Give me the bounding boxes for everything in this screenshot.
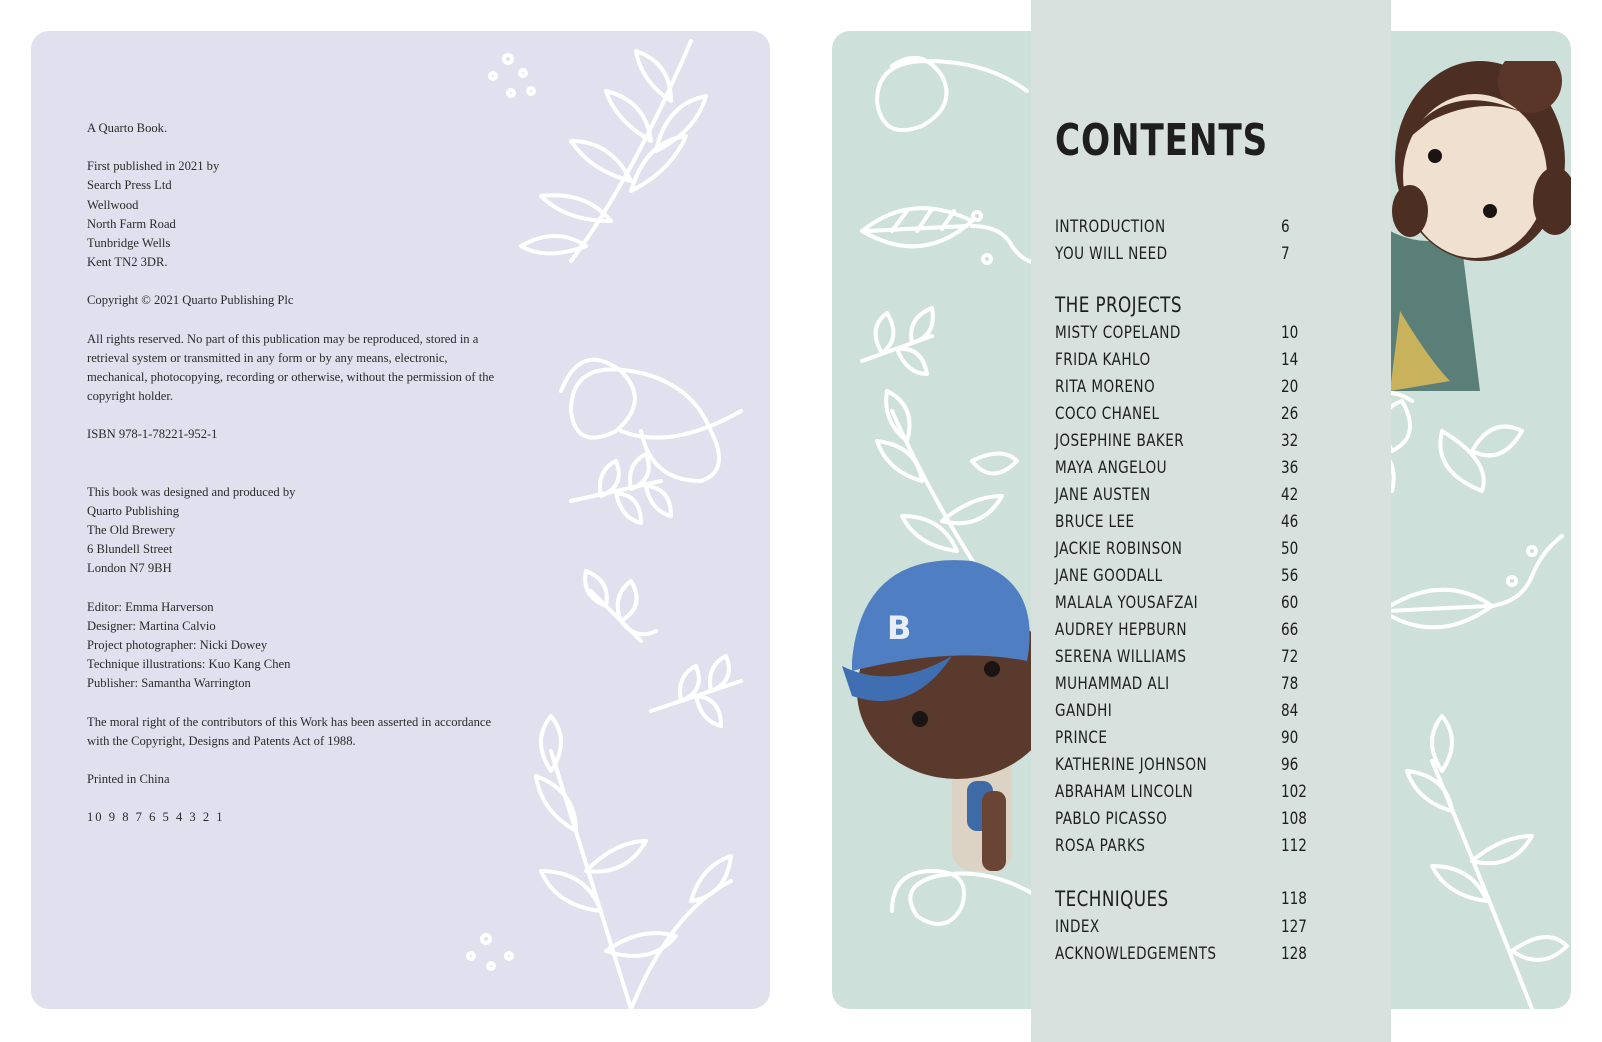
- toc-entry-page: 20: [1281, 377, 1299, 397]
- toc-entry-label: INTRODUCTION: [1055, 217, 1166, 237]
- toc-entry[interactable]: [1055, 671, 1335, 698]
- toc-entry[interactable]: [1055, 644, 1335, 671]
- toc-entry[interactable]: [1055, 455, 1335, 482]
- toc-entry-page: 127: [1281, 917, 1307, 937]
- toc-entry-page: 128: [1281, 944, 1307, 964]
- toc-entry-page: 112: [1281, 836, 1307, 856]
- toc-techniques[interactable]: [1055, 884, 1335, 914]
- toc-entry[interactable]: [1055, 590, 1335, 617]
- toc-projects-list: [1055, 320, 1335, 860]
- toc-entry-page: 50: [1281, 539, 1299, 559]
- toc-entry-label: INDEX: [1055, 917, 1100, 937]
- toc-entry[interactable]: [1055, 347, 1335, 374]
- toc-entry[interactable]: [1055, 833, 1335, 860]
- toc-entry[interactable]: [1055, 214, 1335, 241]
- toc-entry-page: 6: [1281, 217, 1290, 237]
- toc-entry-page: 36: [1281, 458, 1299, 478]
- imprint-page: [31, 31, 770, 1009]
- toc-entry-label: JOSEPHINE BAKER: [1055, 431, 1185, 451]
- toc-projects-heading-label: THE PROJECTS: [1055, 293, 1182, 317]
- toc-entry[interactable]: [1055, 941, 1335, 968]
- toc-entry-page: 32: [1281, 431, 1299, 451]
- toc-entry-page: 10: [1281, 323, 1299, 343]
- toc-entry-label: MALALA YOUSAFZAI: [1055, 593, 1199, 613]
- toc-entry-label: JANE AUSTEN: [1055, 485, 1151, 505]
- toc-entry[interactable]: [1055, 428, 1335, 455]
- toc-entry-page: 108: [1281, 809, 1307, 829]
- toc-entry-label: GANDHI: [1055, 701, 1113, 721]
- toc-entry-label: FRIDA KAHLO: [1055, 350, 1151, 370]
- toc-entry-page: 60: [1281, 593, 1299, 613]
- copyright-line: Copyright © 2021 Quarto Publishing Plc: [87, 293, 294, 308]
- print-run-line: 10 9 8 7 6 5 4 3 2 1: [87, 810, 225, 825]
- toc-entry-page: 56: [1281, 566, 1299, 586]
- toc-entry-label: MAYA ANGELOU: [1055, 458, 1168, 478]
- toc-entry[interactable]: [1055, 752, 1335, 779]
- toc-intro-section: [1055, 214, 1335, 268]
- table-of-contents: [1055, 112, 1335, 968]
- publisher-line: First published in 2021 by: [87, 159, 220, 174]
- toc-projects-heading: [1055, 290, 1335, 320]
- publisher-line: Tunbridge Wells: [87, 236, 171, 251]
- toc-entry[interactable]: [1055, 563, 1335, 590]
- publisher-line: North Farm Road: [87, 216, 176, 231]
- imprint-quarto-line: A Quarto Book.: [87, 121, 168, 135]
- publisher-line: Kent TN2 3DR.: [87, 255, 168, 270]
- toc-entry[interactable]: [1055, 320, 1335, 347]
- toc-entry[interactable]: [1055, 401, 1335, 428]
- toc-entry-label: PABLO PICASSO: [1055, 809, 1168, 829]
- printed-line: Printed in China: [87, 772, 170, 787]
- toc-entry-label: KATHERINE JOHNSON: [1055, 755, 1208, 775]
- toc-entry-label: MUHAMMAD ALI: [1055, 674, 1170, 694]
- toc-entry-label: ACKNOWLEDGEMENTS: [1055, 944, 1217, 964]
- credit-line: Project photographer: Nicki Dowey: [87, 638, 268, 653]
- svg-text:B: B: [887, 609, 912, 647]
- toc-entry-page: 78: [1281, 674, 1299, 694]
- toc-entry-page: 26: [1281, 404, 1299, 424]
- designed-line: The Old Brewery: [87, 523, 176, 538]
- toc-entry-label: COCO CHANEL: [1055, 404, 1160, 424]
- credit-line: Editor: Emma Harverson: [87, 599, 214, 614]
- toc-entry[interactable]: [1055, 482, 1335, 509]
- credit-line: Designer: Martina Calvio: [87, 618, 216, 633]
- toc-entry-label: YOU WILL NEED: [1055, 244, 1168, 264]
- toc-entry-label: BRUCE LEE: [1055, 512, 1135, 532]
- toc-entry-page: 90: [1281, 728, 1299, 748]
- toc-entry[interactable]: [1055, 698, 1335, 725]
- rights-paragraph: All rights reserved. No part of this publication may be reproduced, stored in a retrieval system or transmitted in any form or by any means, electronic, mechanical, photocopying, recording or otherwise, without the permission of the copyright holder.: [87, 331, 495, 404]
- toc-entry-page: 42: [1281, 485, 1299, 505]
- publisher-line: Wellwood: [87, 197, 139, 212]
- toc-entry-label: MISTY COPELAND: [1055, 323, 1181, 343]
- toc-entry-label: AUDREY HEPBURN: [1055, 620, 1187, 640]
- toc-entry-label: JACKIE ROBINSON: [1055, 539, 1183, 559]
- toc-entry-label: ROSA PARKS: [1055, 836, 1146, 856]
- toc-entry[interactable]: [1055, 374, 1335, 401]
- toc-entry-label: SERENA WILLIAMS: [1055, 647, 1187, 667]
- toc-entry[interactable]: [1055, 779, 1335, 806]
- publisher-line: Search Press Ltd: [87, 178, 172, 193]
- toc-entry-page: 66: [1281, 620, 1299, 640]
- toc-entry-page: 46: [1281, 512, 1299, 532]
- toc-entry[interactable]: [1055, 914, 1335, 941]
- moral-right-paragraph: The moral right of the contributors of this Work has been asserted in accordance with the Copyright, Designs and Patents Act of 1988.: [87, 714, 492, 748]
- toc-entry[interactable]: [1055, 725, 1335, 752]
- toc-entry[interactable]: [1055, 617, 1335, 644]
- toc-entry[interactable]: [1055, 806, 1335, 833]
- toc-entry-label: RITA MORENO: [1055, 377, 1156, 397]
- toc-techniques-label: TECHNIQUES: [1055, 887, 1169, 911]
- imprint-text: [87, 119, 507, 827]
- toc-entry-page: 14: [1281, 350, 1299, 370]
- isbn-line: ISBN 978-1-78221-952-1: [87, 427, 218, 442]
- doll-brown-hair-illustration: [1390, 61, 1571, 391]
- toc-entry-page: 7: [1281, 244, 1290, 264]
- toc-entry-page: 72: [1281, 647, 1299, 667]
- designed-line: This book was designed and produced by: [87, 484, 296, 499]
- credit-line: Publisher: Samantha Warrington: [87, 676, 251, 691]
- contents-title: CONTENTS: [1055, 115, 1269, 166]
- designed-line: Quarto Publishing: [87, 503, 180, 518]
- designed-line: London N7 9BH: [87, 561, 172, 576]
- toc-entry[interactable]: [1055, 509, 1335, 536]
- toc-entry-page: 96: [1281, 755, 1299, 775]
- credit-line: Technique illustrations: Kuo Kang Chen: [87, 657, 291, 672]
- toc-entry-label: ABRAHAM LINCOLN: [1055, 782, 1194, 802]
- doll-baseball-cap-illustration: [832, 551, 1042, 871]
- toc-end-section: [1055, 914, 1335, 968]
- toc-entry-label: JANE GOODALL: [1055, 566, 1163, 586]
- designed-line: 6 Blundell Street: [87, 542, 173, 557]
- toc-techniques-page: 118: [1281, 889, 1307, 909]
- toc-entry-page: 84: [1281, 701, 1299, 721]
- toc-entry-page: 102: [1281, 782, 1307, 802]
- toc-entry[interactable]: [1055, 536, 1335, 563]
- toc-entry-label: PRINCE: [1055, 728, 1108, 748]
- toc-entry[interactable]: [1055, 241, 1335, 268]
